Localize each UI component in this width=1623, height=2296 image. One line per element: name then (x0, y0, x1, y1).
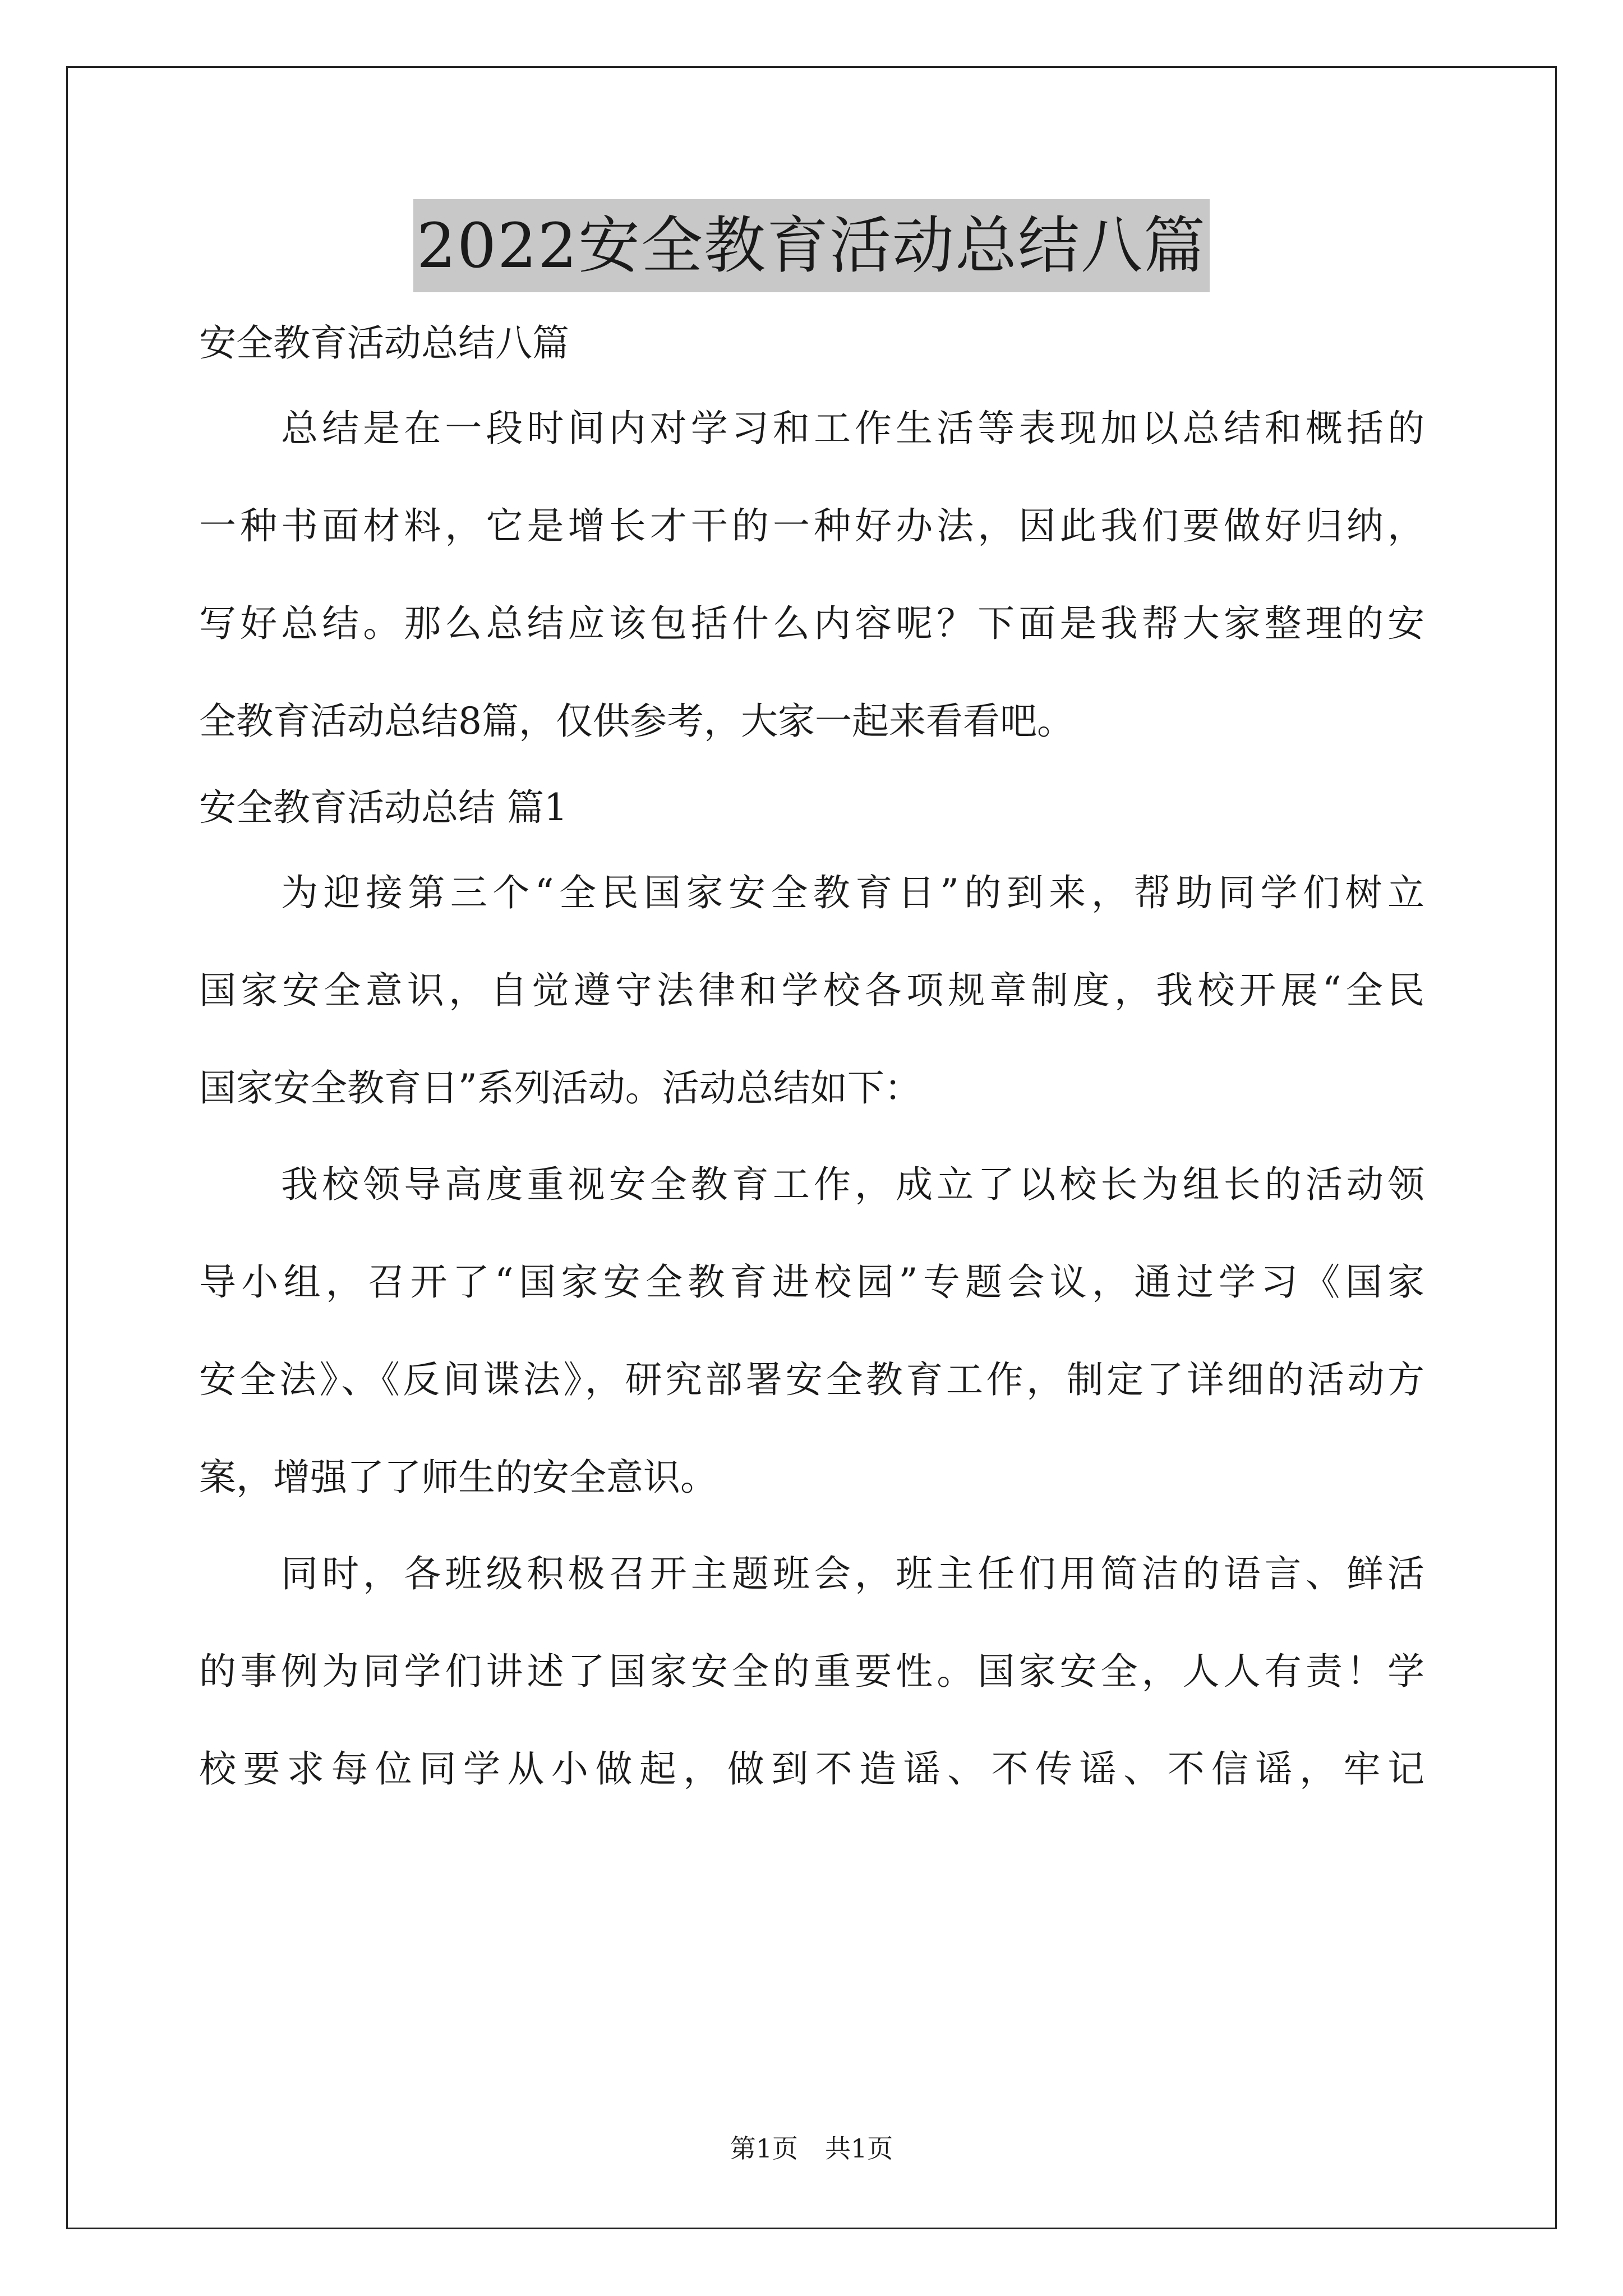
paragraph-line: 案，增强了了师生的安全意识。 (199, 1456, 717, 1499)
paragraph-line: 导小组，召开了“国家安全教育进校园”专题会议，通过学习《国家 (199, 1260, 1424, 1304)
intro-line: 全教育活动总结8篇，仅供参考，大家一起来看看吧。 (199, 700, 1074, 743)
paragraph-line: 校要求每位同学从小做起，做到不造谣、不传谣、不信谣，牢记 (199, 1747, 1424, 1791)
paragraph-line: 我校领导高度重视安全教育工作，成立了以校长为组长的活动领 (281, 1163, 1424, 1206)
paragraph-line: 为迎接第三个“全民国家安全教育日”的到来，帮助同学们树立 (281, 871, 1424, 914)
document-body (199, 297, 1424, 1792)
section-heading: 安全教育活动总结 篇1 (199, 786, 568, 829)
page-footer (0, 2132, 1623, 2165)
page-number-total: 共1页 (825, 2133, 893, 2164)
intro-line: 总结是在一段时间内对学习和工作生活等表现加以总结和概括的 (281, 407, 1424, 450)
document-title: 2022安全教育活动总结八篇 (413, 199, 1210, 292)
paragraph (199, 1162, 1424, 1500)
intro-line: 写好总结。那么总结应该包括什么内容呢？下面是我帮大家整理的安 (199, 602, 1424, 645)
page-number-current: 第1页 (730, 2133, 798, 2164)
document-subtitle: 安全教育活动总结八篇 (199, 321, 569, 365)
paragraph-line: 安全法》、《反间谍法》，研究部署安全教育工作，制定了详细的活动方 (199, 1358, 1424, 1401)
paragraph-line: 同时，各班级积极召开主题班会，班主任们用简洁的语言、鲜活 (281, 1552, 1424, 1595)
paragraph-line: 国家安全教育日”系列活动。活动总结如下： (199, 1066, 921, 1110)
paragraph-line: 的事例为同学们讲述了国家安全的重要性。国家安全，人人有责！学 (199, 1650, 1424, 1693)
paragraph (199, 1552, 1424, 1792)
paragraph (199, 871, 1424, 1111)
title-wrapper (0, 199, 1623, 292)
intro-paragraph (199, 406, 1424, 744)
paragraph-line: 国家安全意识，自觉遵守法律和学校各项规章制度，我校开展“全民 (199, 969, 1424, 1012)
intro-line: 一种书面材料，它是增长才干的一种好办法，因此我们要做好归纳， (199, 504, 1424, 547)
